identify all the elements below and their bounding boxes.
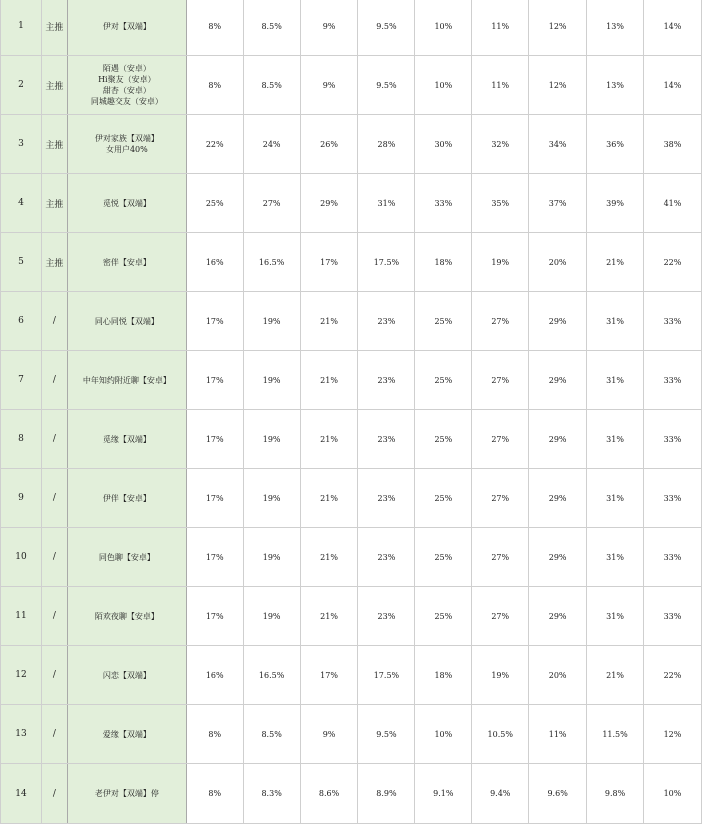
rate-cell[interactable]: 18% (415, 233, 472, 292)
app-name-cell[interactable] (67, 705, 186, 764)
rate-cell[interactable]: 19% (243, 292, 300, 351)
rate-cell[interactable]: 29% (529, 528, 587, 587)
rate-cell[interactable]: 27% (472, 292, 529, 351)
rate-cell[interactable]: 9% (300, 56, 358, 115)
rate-cell[interactable]: 16.5% (243, 646, 300, 705)
app-name-line: 伊对【双端】 (102, 21, 151, 31)
rate-cell[interactable]: 20% (529, 646, 587, 705)
app-name-cell[interactable] (67, 469, 186, 528)
row-number-cell[interactable]: 3 (1, 115, 42, 174)
rate-cell[interactable]: 29% (529, 410, 587, 469)
rate-cell[interactable]: 31% (587, 410, 644, 469)
app-name-cell[interactable] (67, 646, 186, 705)
app-name-line: 陌欢夜聊【安卓】 (94, 611, 159, 621)
rate-cell[interactable]: 25% (415, 351, 472, 410)
rate-cell[interactable]: 27% (472, 410, 529, 469)
rate-cell[interactable]: 23% (358, 410, 415, 469)
rate-cell[interactable]: 9.5% (358, 705, 415, 764)
app-name-cell[interactable] (67, 174, 186, 233)
promotion-tag-cell[interactable]: 主推 (41, 233, 67, 292)
rate-cell[interactable]: 30% (415, 115, 472, 174)
promotion-tag-cell[interactable]: / (41, 646, 67, 705)
rate-cell[interactable]: 17.5% (358, 646, 415, 705)
rate-cell[interactable]: 8% (186, 0, 243, 56)
app-name-line: 同城趣交友（安卓） (90, 97, 163, 106)
rate-cell[interactable]: 8% (186, 705, 243, 764)
row-number-cell[interactable]: 9 (1, 469, 42, 528)
promotion-tag-cell[interactable]: 主推 (41, 115, 67, 174)
app-name-cell[interactable] (67, 764, 186, 824)
rate-cell[interactable]: 34% (529, 115, 587, 174)
app-name-line: 同色聊【安卓】 (98, 552, 155, 562)
rate-cell[interactable]: 11% (472, 0, 529, 56)
rate-cell[interactable]: 22% (186, 115, 243, 174)
rate-cell[interactable]: 9.8% (587, 764, 644, 824)
rate-cell[interactable]: 8.5% (243, 56, 300, 115)
table-row (1, 646, 702, 705)
row-number-cell[interactable]: 13 (1, 705, 42, 764)
rate-cell[interactable]: 21% (587, 233, 644, 292)
promotion-tag-cell[interactable]: / (41, 705, 67, 764)
rate-cell[interactable]: 27% (472, 528, 529, 587)
table-row (1, 292, 702, 351)
rate-cell[interactable]: 14% (643, 0, 701, 56)
promotion-tag-cell[interactable]: 主推 (41, 0, 67, 56)
row-number-cell[interactable]: 8 (1, 410, 42, 469)
row-number-cell[interactable]: 6 (1, 292, 42, 351)
row-number-cell[interactable]: 2 (1, 56, 42, 115)
table-row (1, 56, 702, 115)
rate-cell[interactable]: 17% (186, 351, 243, 410)
app-name-line: 闪恋【双端】 (102, 670, 151, 680)
table-row (1, 587, 702, 646)
table-row (1, 115, 702, 174)
rate-cell[interactable]: 31% (587, 351, 644, 410)
rate-cell[interactable]: 21% (587, 646, 644, 705)
rate-cell[interactable]: 19% (472, 646, 529, 705)
rate-cell[interactable]: 17% (186, 410, 243, 469)
rate-cell[interactable]: 29% (529, 469, 587, 528)
rate-cell[interactable]: 17% (186, 528, 243, 587)
table-row (1, 233, 702, 292)
rate-cell[interactable]: 27% (472, 587, 529, 646)
rate-cell[interactable]: 39% (587, 174, 644, 233)
app-name-line: 觅悦【双端】 (102, 198, 151, 208)
rate-cell[interactable]: 21% (300, 587, 358, 646)
app-name-line: 觅缘【双端】 (102, 434, 151, 444)
rate-cell[interactable]: 12% (643, 705, 701, 764)
rate-cell[interactable]: 17% (300, 646, 358, 705)
table-body (1, 0, 702, 824)
app-name-line: 伊对家族【双端】 (94, 134, 159, 143)
app-name-cell[interactable] (67, 233, 186, 292)
rate-cell[interactable]: 19% (472, 233, 529, 292)
rate-cell[interactable]: 22% (643, 233, 701, 292)
app-name-line: Hi聚友（安卓） (98, 75, 156, 84)
rate-cell[interactable]: 13% (587, 0, 644, 56)
rate-cell[interactable]: 8.3% (243, 764, 300, 824)
row-number-cell[interactable]: 1 (1, 0, 42, 56)
table-row (1, 469, 702, 528)
rate-cell[interactable]: 12% (529, 56, 587, 115)
rate-cell[interactable]: 22% (643, 646, 701, 705)
rate-cell[interactable]: 8.5% (243, 0, 300, 56)
row-number-cell[interactable]: 5 (1, 233, 42, 292)
row-number-cell[interactable]: 4 (1, 174, 42, 233)
app-name-line: 中年知约附近聊【安卓】 (82, 375, 171, 385)
rate-cell[interactable]: 23% (358, 469, 415, 528)
rate-cell[interactable]: 21% (300, 351, 358, 410)
rate-cell[interactable]: 21% (300, 292, 358, 351)
rate-cell[interactable]: 31% (587, 469, 644, 528)
app-name-line: 密伴【安卓】 (102, 257, 151, 267)
rate-cell[interactable]: 23% (358, 587, 415, 646)
rate-cell[interactable]: 19% (243, 587, 300, 646)
app-name-line: 陌遇（安卓） (102, 64, 151, 73)
rate-cell[interactable]: 9.1% (415, 764, 472, 824)
rate-cell[interactable]: 11.5% (587, 705, 644, 764)
table-row (1, 410, 702, 469)
rate-cell[interactable]: 17% (186, 469, 243, 528)
rate-cell[interactable]: 32% (472, 115, 529, 174)
rate-cell[interactable]: 27% (472, 469, 529, 528)
rate-cell[interactable]: 8% (186, 764, 243, 824)
rate-cell[interactable]: 33% (643, 587, 701, 646)
rate-cell[interactable]: 19% (243, 410, 300, 469)
app-name-cell[interactable] (67, 115, 186, 174)
rate-cell[interactable]: 11% (529, 705, 587, 764)
rate-cell[interactable]: 10% (415, 56, 472, 115)
rate-cell[interactable]: 8% (186, 56, 243, 115)
rate-cell[interactable]: 31% (358, 174, 415, 233)
rate-cell[interactable]: 29% (529, 351, 587, 410)
rate-cell[interactable]: 18% (415, 646, 472, 705)
promotion-tag-cell[interactable]: / (41, 469, 67, 528)
rate-cell[interactable]: 16% (186, 646, 243, 705)
row-number-cell[interactable]: 10 (1, 528, 42, 587)
rate-cell[interactable]: 21% (300, 410, 358, 469)
row-number-cell[interactable]: 12 (1, 646, 42, 705)
rate-cell[interactable]: 19% (243, 528, 300, 587)
rate-cell[interactable]: 11% (472, 56, 529, 115)
rate-cell[interactable]: 25% (415, 587, 472, 646)
app-name-cell[interactable] (67, 292, 186, 351)
rate-cell[interactable]: 13% (587, 56, 644, 115)
rate-cell[interactable]: 36% (587, 115, 644, 174)
app-name-line: 同心同悦【双端】 (94, 316, 159, 326)
rate-cell[interactable]: 23% (358, 528, 415, 587)
rate-cell[interactable]: 41% (643, 174, 701, 233)
rate-cell[interactable]: 8.9% (358, 764, 415, 824)
rate-cell[interactable]: 29% (529, 292, 587, 351)
rate-cell[interactable]: 26% (300, 115, 358, 174)
rate-cell[interactable]: 38% (643, 115, 701, 174)
promotion-tag-cell[interactable]: 主推 (41, 56, 67, 115)
app-name-line: 爱缘【双端】 (102, 729, 151, 739)
rate-cell[interactable]: 33% (643, 528, 701, 587)
rate-cell[interactable]: 21% (300, 469, 358, 528)
promotion-tag-cell[interactable]: / (41, 351, 67, 410)
rate-cell[interactable]: 27% (472, 351, 529, 410)
promotion-tag-cell[interactable]: / (41, 410, 67, 469)
table-row (1, 174, 702, 233)
table-row (1, 705, 702, 764)
rate-cell[interactable]: 9.4% (472, 764, 529, 824)
rate-cell[interactable]: 17% (186, 587, 243, 646)
rate-cell[interactable]: 19% (243, 351, 300, 410)
row-number-cell[interactable]: 7 (1, 351, 42, 410)
rate-cell[interactable]: 14% (643, 56, 701, 115)
rate-cell[interactable]: 8.5% (243, 705, 300, 764)
app-name-cell[interactable] (67, 410, 186, 469)
promotion-tag-cell[interactable]: / (41, 528, 67, 587)
app-name-line: 甜杏（安卓） (102, 86, 151, 95)
rate-cell[interactable]: 9.5% (358, 56, 415, 115)
promotion-tag-cell[interactable]: 主推 (41, 174, 67, 233)
rate-cell[interactable]: 31% (587, 587, 644, 646)
row-number-cell[interactable]: 11 (1, 587, 42, 646)
rate-cell[interactable]: 10.5% (472, 705, 529, 764)
rate-cell[interactable]: 25% (415, 410, 472, 469)
rate-cell[interactable]: 33% (643, 469, 701, 528)
rate-cell[interactable]: 10% (415, 0, 472, 56)
rate-cell[interactable]: 10% (643, 764, 701, 824)
rate-cell[interactable]: 33% (415, 174, 472, 233)
rate-cell[interactable]: 24% (243, 115, 300, 174)
rate-cell[interactable]: 33% (643, 292, 701, 351)
rate-cell[interactable]: 25% (415, 528, 472, 587)
rate-cell[interactable]: 35% (472, 174, 529, 233)
rate-cell[interactable]: 23% (358, 292, 415, 351)
rate-cell[interactable]: 9% (300, 0, 358, 56)
rate-cell[interactable]: 9.5% (358, 0, 415, 56)
rate-cell[interactable]: 29% (300, 174, 358, 233)
rate-cell[interactable]: 9% (300, 705, 358, 764)
table-row (1, 528, 702, 587)
promotion-tag-cell[interactable]: / (41, 587, 67, 646)
rate-cell[interactable]: 12% (529, 0, 587, 56)
row-number-cell[interactable]: 14 (1, 764, 42, 824)
rate-cell[interactable]: 25% (186, 174, 243, 233)
app-name-line: 伊伴【安卓】 (102, 493, 151, 503)
rate-cell[interactable]: 29% (529, 587, 587, 646)
table-row (1, 351, 702, 410)
rate-cell[interactable]: 33% (643, 351, 701, 410)
rate-cell[interactable]: 20% (529, 233, 587, 292)
rate-cell[interactable]: 9.6% (529, 764, 587, 824)
app-name-line: 老伊对【双端】停 (94, 789, 159, 798)
rate-cell[interactable]: 19% (243, 469, 300, 528)
app-name-cell[interactable] (67, 587, 186, 646)
rate-cell[interactable]: 31% (587, 292, 644, 351)
rate-cell[interactable]: 17% (186, 292, 243, 351)
rate-cell[interactable]: 33% (643, 410, 701, 469)
app-name-cell[interactable] (67, 56, 186, 115)
rate-cell[interactable]: 28% (358, 115, 415, 174)
rate-cell[interactable]: 31% (587, 528, 644, 587)
app-name-cell[interactable] (67, 0, 186, 56)
rate-cell[interactable]: 16% (186, 233, 243, 292)
rate-cell[interactable]: 16.5% (243, 233, 300, 292)
rate-cell[interactable]: 21% (300, 528, 358, 587)
promotion-tag-cell[interactable]: / (41, 764, 67, 824)
rate-cell[interactable]: 37% (529, 174, 587, 233)
rate-cell[interactable]: 23% (358, 351, 415, 410)
app-name-cell[interactable] (67, 528, 186, 587)
rate-cell[interactable]: 17.5% (358, 233, 415, 292)
app-name-line: 女用户40% (105, 145, 148, 154)
table-row (1, 0, 702, 56)
rate-cell[interactable]: 17% (300, 233, 358, 292)
app-name-cell[interactable] (67, 351, 186, 410)
rate-cell[interactable]: 8.6% (300, 764, 358, 824)
promotion-tag-cell[interactable]: / (41, 292, 67, 351)
rate-cell[interactable]: 25% (415, 292, 472, 351)
rate-cell[interactable]: 25% (415, 469, 472, 528)
rate-cell[interactable]: 10% (415, 705, 472, 764)
table-row (1, 764, 702, 824)
rate-cell[interactable]: 27% (243, 174, 300, 233)
